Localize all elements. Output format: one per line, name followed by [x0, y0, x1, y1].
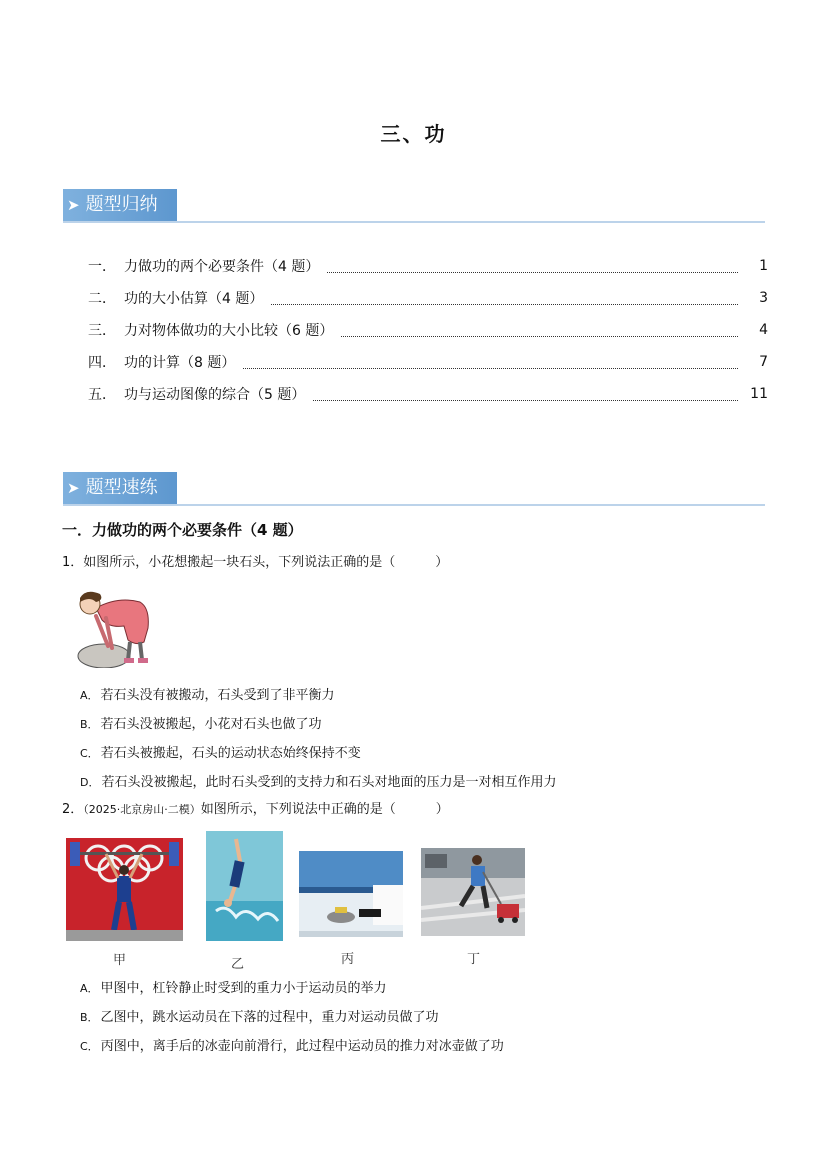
question-1-stem: 1．如图所示，小花想搬起一块石头，下列说法正确的是（ ）	[62, 555, 449, 570]
option-a[interactable]: A． 甲图中，杠铃静止时受到的重力小于运动员的举力	[80, 981, 387, 996]
girl-lifting-stone-illustration	[66, 586, 158, 668]
toc-item-label: 力做功的两个必要条件（4 题）	[124, 259, 320, 275]
option-a[interactable]: A． 若石头没有被搬动，石头受到了非平衡力	[80, 688, 335, 703]
toc-leader	[313, 388, 738, 401]
toc-page-number: 1	[759, 258, 768, 274]
page-title: 三、功	[380, 122, 447, 146]
question-2-stem: 2．（2025·北京房山·二模）如图所示，下列说法中正确的是（ ）	[62, 802, 449, 817]
section-heading: 一．力做功的两个必要条件（4 题）	[62, 521, 303, 539]
figure-caption-bing: 丙	[341, 952, 355, 967]
figure-caption-ding: 丁	[467, 952, 481, 967]
option-d[interactable]: D． 若石头没被搬起，此时石头受到的支持力和石头对地面的压力是一对相互作用力	[80, 775, 557, 790]
toc-page-number: 11	[750, 386, 768, 402]
curling-photo	[299, 851, 403, 937]
toc-page-number: 7	[759, 354, 768, 370]
option-b[interactable]: B． 若石头没被搬起，小花对石头也做了功	[80, 717, 322, 732]
banner-label: 题型归纳	[85, 194, 158, 215]
option-c[interactable]: C． 若石头被搬起，石头的运动状态始终保持不变	[80, 746, 361, 761]
toc-item[interactable]: 三． 力对物体做功的大小比较（6 题） 4	[88, 322, 768, 339]
toc-item[interactable]: 四． 功的计算（8 题） 7	[88, 354, 768, 371]
banner-label: 题型速练	[85, 477, 158, 498]
section-banner-summary	[63, 189, 765, 223]
banner-rule	[63, 221, 765, 223]
toc-item-label: 功的计算（8 题）	[124, 355, 236, 371]
toc-item[interactable]: 一． 力做功的两个必要条件（4 题） 1	[88, 258, 768, 275]
question-source: （2025·北京房山·二模）	[83, 803, 201, 816]
toc-page-number: 3	[759, 290, 768, 306]
option-c[interactable]: C． 丙图中，离手后的冰壶向前滑行，此过程中运动员的推力对冰壶做了功	[80, 1039, 504, 1054]
banner-rule	[63, 504, 765, 506]
section-banner-practice	[63, 472, 765, 506]
arrow-right-icon: ➤	[67, 479, 80, 497]
option-b[interactable]: B． 乙图中，跳水运动员在下落的过程中，重力对运动员做了功	[80, 1010, 439, 1025]
toc-item-label: 功与运动图像的综合（5 题）	[124, 387, 306, 403]
toc-leader	[327, 260, 738, 273]
toc-item-label: 功的大小估算（4 题）	[124, 291, 264, 307]
arrow-right-icon: ➤	[67, 196, 80, 214]
toc-leader	[243, 356, 738, 369]
weightlifter-photo	[66, 838, 183, 941]
toc-item[interactable]: 二． 功的大小估算（4 题） 3	[88, 290, 768, 307]
toc-leader	[341, 324, 738, 337]
diver-photo	[206, 831, 283, 941]
person-pulling-cart-photo	[421, 848, 525, 936]
figure-caption-yi: 乙	[231, 957, 245, 972]
toc-leader	[271, 292, 738, 305]
toc-item[interactable]: 五． 功与运动图像的综合（5 题） 11	[88, 386, 768, 403]
figure-caption-jia: 甲	[113, 953, 127, 968]
toc-item-label: 力对物体做功的大小比较（6 题）	[124, 323, 334, 339]
toc-page-number: 4	[759, 322, 768, 338]
